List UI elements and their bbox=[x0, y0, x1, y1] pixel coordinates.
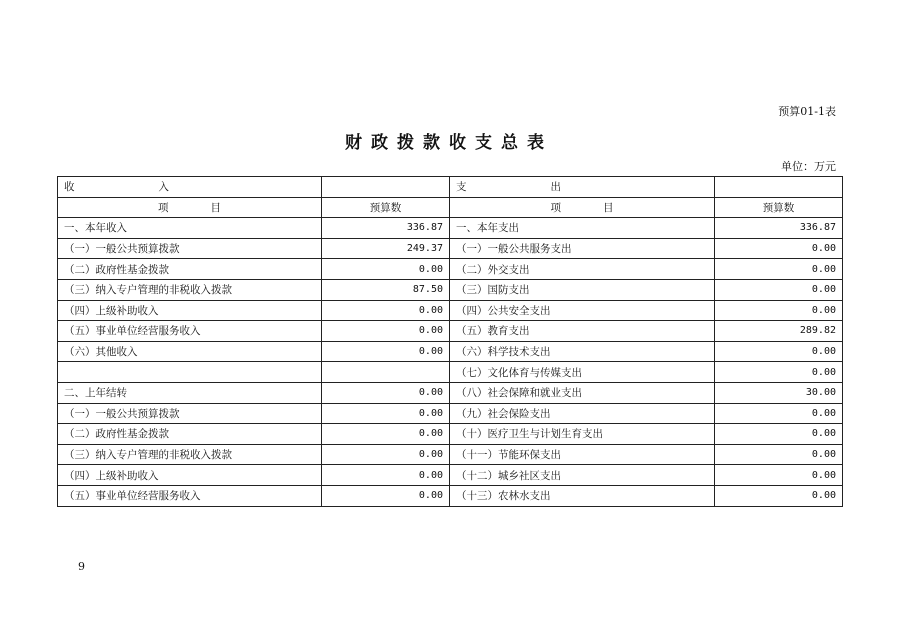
income-item-header: 项 目 bbox=[58, 197, 322, 218]
income-item-cell: 一、本年收入 bbox=[58, 218, 322, 239]
income-value-cell: 0.00 bbox=[322, 321, 450, 342]
unit-label: 单位：万元 bbox=[781, 160, 836, 173]
table-row bbox=[58, 321, 843, 342]
expense-value-cell: 0.00 bbox=[715, 238, 843, 259]
expense-value-cell: 0.00 bbox=[715, 485, 843, 506]
table-row bbox=[58, 444, 843, 465]
income-value-cell: 0.00 bbox=[322, 341, 450, 362]
expense-value-cell: 0.00 bbox=[715, 279, 843, 300]
income-item-cell: （一）一般公共预算拨款 bbox=[58, 403, 322, 424]
income-item-cell: （四）上级补助收入 bbox=[58, 300, 322, 321]
income-item-cell: （五）事业单位经营服务收入 bbox=[58, 485, 322, 506]
expense-item-cell: （十二）城乡社区支出 bbox=[450, 465, 715, 486]
column-header-row bbox=[58, 197, 843, 218]
expense-item-cell: 一、本年支出 bbox=[450, 218, 715, 239]
expense-value-cell: 0.00 bbox=[715, 465, 843, 486]
income-item-cell: （六）其他收入 bbox=[58, 341, 322, 362]
expense-item-cell: （六）科学技术支出 bbox=[450, 341, 715, 362]
table-row bbox=[58, 485, 843, 506]
expense-item-cell: （七）文化体育与传媒支出 bbox=[450, 362, 715, 383]
table-row bbox=[58, 382, 843, 403]
expense-item-cell: （九）社会保险支出 bbox=[450, 403, 715, 424]
table-row bbox=[58, 403, 843, 424]
page-number: 9 bbox=[78, 560, 85, 573]
expense-value-cell: 0.00 bbox=[715, 362, 843, 383]
income-item-cell: 二、上年结转 bbox=[58, 382, 322, 403]
income-value-cell: 0.00 bbox=[322, 382, 450, 403]
income-header: 收 入 bbox=[58, 177, 322, 198]
income-item-cell: （二）政府性基金拨款 bbox=[58, 259, 322, 280]
income-value-cell: 249.37 bbox=[322, 238, 450, 259]
expense-value-cell: 336.87 bbox=[715, 218, 843, 239]
income-item-cell: （四）上级补助收入 bbox=[58, 465, 322, 486]
expense-value-cell: 0.00 bbox=[715, 403, 843, 424]
expense-value-cell: 0.00 bbox=[715, 444, 843, 465]
expense-item-cell: （五）教育支出 bbox=[450, 321, 715, 342]
table-row bbox=[58, 465, 843, 486]
expense-item-cell: （十）医疗卫生与计划生育支出 bbox=[450, 424, 715, 445]
expense-value-cell: 0.00 bbox=[715, 300, 843, 321]
table-row bbox=[58, 341, 843, 362]
expense-item-cell: （十一）节能环保支出 bbox=[450, 444, 715, 465]
income-value-cell: 0.00 bbox=[322, 485, 450, 506]
expense-item-cell: （八）社会保障和就业支出 bbox=[450, 382, 715, 403]
table-code: 预算01-1表 bbox=[778, 105, 836, 118]
income-value-cell: 87.50 bbox=[322, 279, 450, 300]
income-value-cell: 0.00 bbox=[322, 424, 450, 445]
expense-item-cell: （二）外交支出 bbox=[450, 259, 715, 280]
table-row bbox=[58, 279, 843, 300]
table-row bbox=[58, 238, 843, 259]
income-item-cell bbox=[58, 362, 322, 383]
expense-value-cell: 289.82 bbox=[715, 321, 843, 342]
income-value-cell: 0.00 bbox=[322, 259, 450, 280]
expense-item-cell: （十三）农林水支出 bbox=[450, 485, 715, 506]
income-value-cell: 0.00 bbox=[322, 465, 450, 486]
expense-value-cell: 0.00 bbox=[715, 341, 843, 362]
section-header-row bbox=[58, 177, 843, 198]
expense-item-cell: （一）一般公共服务支出 bbox=[450, 238, 715, 259]
table-row bbox=[58, 218, 843, 239]
income-budget-header: 预算数 bbox=[322, 197, 450, 218]
income-item-cell: （三）纳入专户管理的非税收入拨款 bbox=[58, 444, 322, 465]
table-row bbox=[58, 362, 843, 383]
expense-header: 支 出 bbox=[450, 177, 715, 198]
table-row bbox=[58, 424, 843, 445]
expense-budget-header: 预算数 bbox=[715, 197, 843, 218]
income-item-cell: （三）纳入专户管理的非税收入拨款 bbox=[58, 279, 322, 300]
expense-item-cell: （四）公共安全支出 bbox=[450, 300, 715, 321]
income-item-cell: （二）政府性基金拨款 bbox=[58, 424, 322, 445]
income-value-cell: 336.87 bbox=[322, 218, 450, 239]
page-title: 财政拨款收支总表 bbox=[345, 133, 553, 153]
income-item-cell: （五）事业单位经营服务收入 bbox=[58, 321, 322, 342]
expense-value-cell: 0.00 bbox=[715, 424, 843, 445]
income-value-cell: 0.00 bbox=[322, 444, 450, 465]
table-row bbox=[58, 300, 843, 321]
income-value-cell: 0.00 bbox=[322, 403, 450, 424]
table-row bbox=[58, 259, 843, 280]
expense-item-header: 项 目 bbox=[450, 197, 715, 218]
expense-item-cell: （三）国防支出 bbox=[450, 279, 715, 300]
expense-value-cell: 30.00 bbox=[715, 382, 843, 403]
budget-table bbox=[57, 176, 843, 507]
income-item-cell: （一）一般公共预算拨款 bbox=[58, 238, 322, 259]
expense-value-cell: 0.00 bbox=[715, 259, 843, 280]
income-value-cell: 0.00 bbox=[322, 300, 450, 321]
income-value-cell bbox=[322, 362, 450, 383]
